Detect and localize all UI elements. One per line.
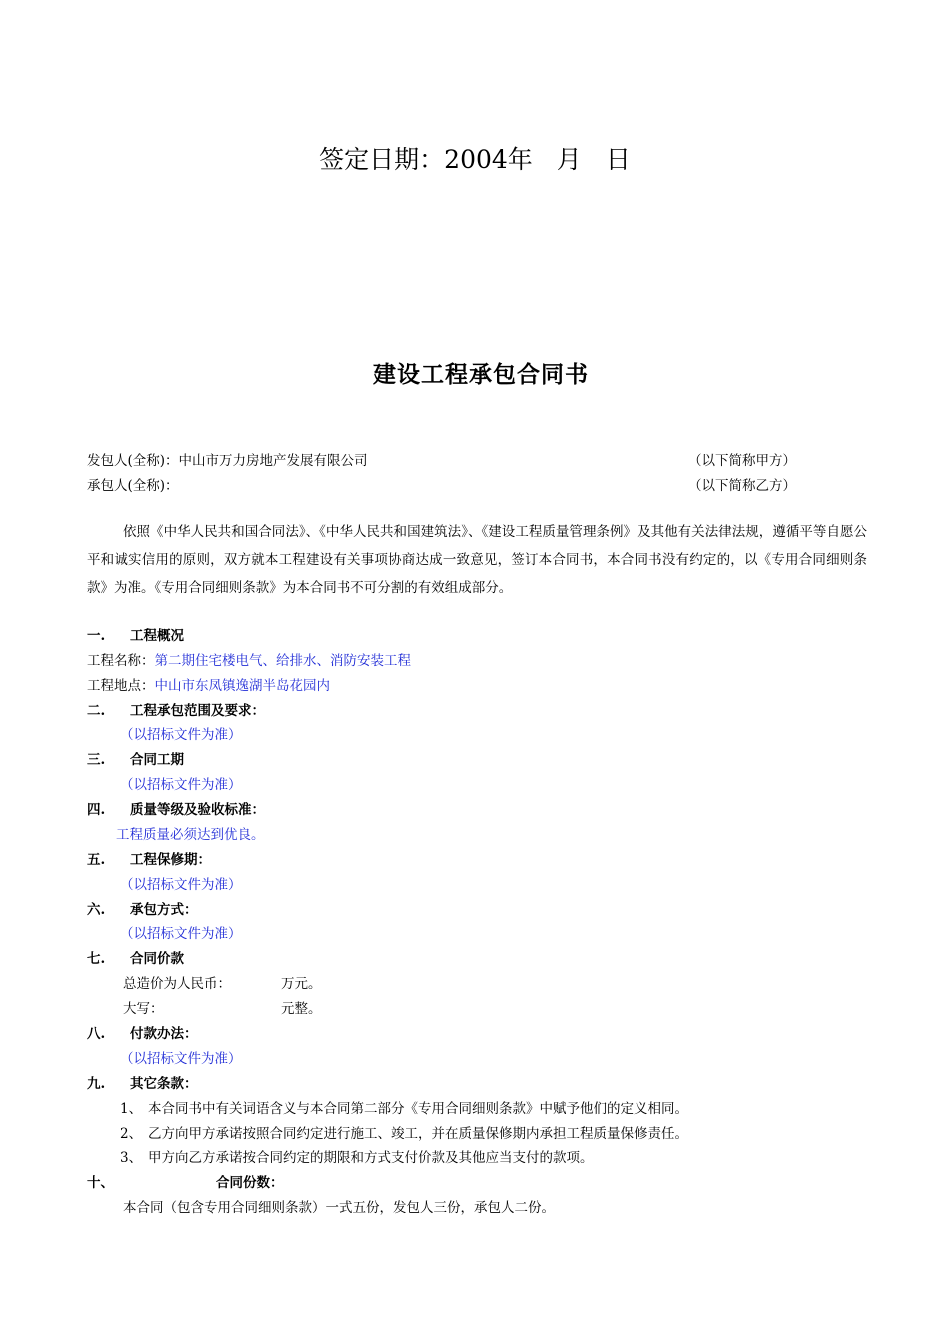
sign-date-day: 日: [605, 145, 631, 174]
section-3-body: （以招标文件为准）: [120, 777, 242, 793]
clause-1-number: 1、: [120, 1101, 143, 1117]
section-3-number: 三.: [87, 752, 106, 768]
clause-3-number: 3、: [120, 1150, 143, 1166]
section-6-number: 六.: [87, 902, 106, 918]
clause-1-text: 本合同书中有关词语含义与本合同第二部分《专用合同细则条款》中赋予他们的定义相同。: [148, 1101, 688, 1117]
section-4-body: 工程质量必须达到优良。: [116, 827, 265, 843]
section-3-heading: 合同工期: [130, 752, 184, 768]
clause-3-text: 甲方向乙方承诺按合同约定的期限和方式支付价款及其他应当支付的款项。: [148, 1150, 594, 1166]
section-6-heading: 承包方式：: [130, 902, 198, 918]
section-9-heading: 其它条款：: [130, 1076, 198, 1092]
section-1-heading: 工程概况: [130, 628, 184, 644]
section-4-number: 四.: [87, 802, 106, 818]
section-7-number: 七.: [87, 951, 106, 967]
sign-date-month: 月: [556, 145, 582, 174]
project-site-value: 中山市东凤镇逸湖半岛花园内: [154, 678, 330, 694]
clause-2-number: 2、: [120, 1126, 143, 1142]
section-1-number: 一.: [87, 628, 106, 644]
section-5-body: （以招标文件为准）: [120, 877, 242, 893]
project-site: [87, 674, 330, 694]
total-price-unit: 万元。: [281, 976, 322, 992]
section-5-number: 五.: [87, 852, 106, 868]
section-2-number: 二.: [87, 703, 106, 719]
capital-amount-label: 大写：: [123, 1001, 164, 1017]
contractor-note: （以下简称乙方）: [688, 478, 796, 494]
project-name-label: 工程名称：: [87, 653, 155, 669]
contractor-label: 承包人(全称)：: [87, 478, 179, 494]
section-8-number: 八.: [87, 1026, 106, 1042]
capital-amount-unit: 元整。: [281, 1001, 322, 1017]
project-name-value: 第二期住宅楼电气、给排水、消防安装工程: [154, 653, 411, 669]
section-7-heading: 合同价款: [130, 951, 184, 967]
section-8-heading: 付款办法：: [130, 1026, 198, 1042]
section-6-body: （以招标文件为准）: [120, 926, 242, 942]
sign-date: [0, 140, 950, 176]
section-9-number: 九.: [87, 1076, 106, 1092]
section-4-heading: 质量等级及验收标准：: [130, 802, 265, 818]
clause-2-text: 乙方向甲方承诺按照合同约定进行施工、竣工，并在质量保修期内承担工程质量保修责任。: [148, 1126, 688, 1142]
section-10-heading: 合同份数：: [216, 1175, 284, 1191]
document-title: 建设工程承包合同书: [373, 361, 589, 388]
section-8-body: （以招标文件为准）: [120, 1051, 242, 1067]
section-2-body: （以招标文件为准）: [120, 727, 242, 743]
project-site-label: 工程地点：: [87, 678, 155, 694]
employer-label: 发包人(全称)：中山市万力房地产发展有限公司: [87, 453, 368, 469]
sign-date-label: 签定日期：2004年: [319, 145, 533, 174]
section-10-body: 本合同（包含专用合同细则条款）一式五份，发包人三份，承包人二份。: [123, 1200, 555, 1216]
intro-paragraph: 依照《中华人民共和国合同法》、《中华人民共和国建筑法》、《建设工程质量管理条例》及其他有关法律法规，遵循平等自愿公平和诚实信用的原则，双方就本工程建设有关事项协商达成一致意见，签订本合同书，本合同书没有约定的，以《专用合同细则条款》为准。《专用合同细则条款》为本合同书不可分割的有效组成部分。: [87, 524, 867, 596]
section-10-number: 十、: [87, 1175, 114, 1191]
total-price-label: 总造价为人民币：: [123, 976, 231, 992]
employer-note: （以下简称甲方）: [688, 453, 796, 469]
section-2-heading: 工程承包范围及要求：: [130, 703, 265, 719]
project-name: [87, 649, 411, 669]
section-5-heading: 工程保修期：: [130, 852, 211, 868]
